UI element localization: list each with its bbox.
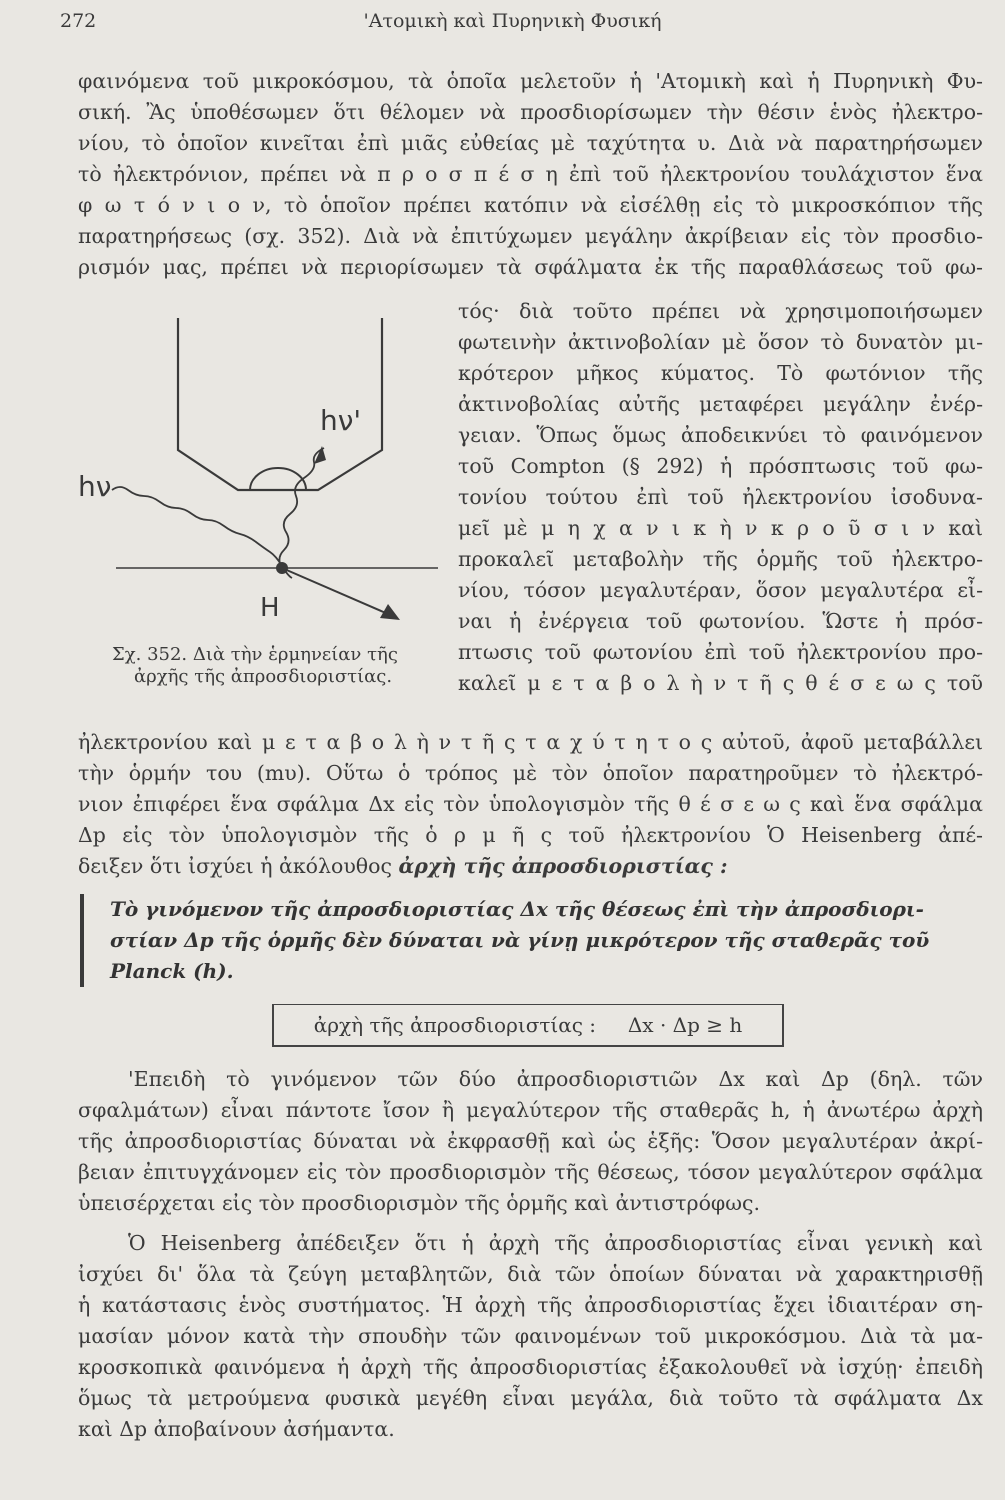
text-line: ἀκτινοβολίας αὐτῆς μεταφέρει μεγάλην ἐνέρ- (458, 392, 983, 416)
text-line: ὑπεισέρχεται εἰς τὸν προσδιορισμὸν τῆς ὁρμῆς καὶ ἀντιστρόφως. (78, 1191, 760, 1215)
paragraph-3 (78, 1228, 983, 1445)
text-line: σφαλμάτων) εἶναι πάντοτε ἴσον ἢ μεγαλύτερον τῆς σταθερᾶς h, ἡ ἀνωτέρω ἀρχὴ (78, 1098, 983, 1122)
text-line: κρότερον μῆκος κύματος. Τὸ φωτόνιον τῆς (458, 361, 983, 385)
statement-line: στίαν Δp τῆς ὁρμῆς δὲν δύναται νὰ γίνῃ μικρότερον τῆς σταθερᾶς τοῦ (110, 928, 930, 952)
caption-line: ἀρχῆς τῆς ἀπροσδιοριστίας. (134, 666, 393, 687)
text-line: τοῦ Compton (§ 292) ἡ πρόσπτωσις τοῦ φω- (458, 454, 983, 478)
text-line: μεῖ μὲ μ η χ α ν ι κ ὴ ν κ ρ ο ῦ σ ι ν καὶ (458, 516, 983, 540)
label-incident-photon: hν (78, 470, 112, 503)
running-title: 'Ατομικὴ καὶ Πυρηνικὴ Φυσική (363, 10, 662, 32)
text-fragment: δειξεν ὅτι ἰσχύει ἡ ἀκόλουθος (78, 854, 392, 878)
text-line: πτωσις τοῦ φωτονίου ἐπὶ τοῦ ἠλεκτρονίου προ- (458, 640, 983, 664)
text-line: φωτεινὴν ἀκτινοβολίαν μὲ ὅσον τὸ δυνατὸν μι- (458, 330, 983, 354)
caption-line: Σχ. 352. Διὰ τὴν ἑρμηνείαν τῆς (112, 644, 398, 665)
formula-expression: Δx · Δp ≥ h (627, 1013, 743, 1037)
right-column-text (458, 296, 983, 699)
scattered-photon-wave (279, 448, 324, 568)
text-line: φ ω τ ό ν ι ο ν, τὸ ὁποῖον πρέπει κατόπιν νὰ εἰσέλθῃ εἰς τὸ μικροσκόπιον τῆς (78, 193, 983, 217)
text-line: παρατηρήσεως (σχ. 352). Διὰ νὰ ἐπιτύχωμεν μεγάλην ἀκρίβειαν εἰς τὸν προσδιο- (78, 224, 983, 248)
text-line: καλεῖ μ ε τ α β ο λ ὴ ν τ ῆ ς θ έ σ ε ω ς τοῦ (458, 671, 983, 695)
text-line: κροσκοπικὰ φαινόμενα ἡ ἀρχὴ τῆς ἀπροσδιοριστίας ἐξακολουθεῖ νὰ ἰσχύῃ· ἐπειδὴ (78, 1355, 983, 1379)
text-line: γειαν. Ὅπως ὅμως ἀποδεικνύει τὸ φαινόμενον (458, 423, 983, 447)
text-line: νίου, τόσον μεγαλυτέραν, ὅσον μεγαλυτέρα εἶ- (458, 578, 983, 602)
text-line: 'Επειδὴ τὸ γινόμενον τῶν δύο ἀπροσδιοριστιῶν Δx καὶ Δp (δηλ. τῶν (128, 1067, 983, 1091)
text-line: τῆς ἀπροσδιοριστίας δύναται νὰ ἐκφρασθῇ καὶ ὡς ἑξῆς: Ὅσον μεγαλυτέραν ἀκρί- (78, 1129, 983, 1153)
text-line: τονίου τούτου ἐπὶ τοῦ ἠλεκτρονίου ἰσοδυνα- (458, 485, 983, 509)
text-line: ἡ κατάστασις ἑνὸς συστήματος. Ἡ ἀρχὴ τῆς ἀπροσδιοριστίας ἔχει ἰδιαιτέραν ση- (78, 1293, 983, 1317)
text-line: καὶ Δp ἀποβαίνουν ἀσήμαντα. (78, 1417, 395, 1441)
incident-photon-wave (112, 487, 292, 578)
lens-arc (250, 468, 306, 490)
text-line: βειαν ἐπιτυγχάνομεν εἰς τὸν προσδιορισμὸν τῆς θέσεως, τόσον μεγαλύτερον σφάλμα (78, 1160, 983, 1184)
text-line: ἰσχύει δι' ὅλα τὰ ζεύγη μεταβλητῶν, διὰ τῶν ὁποίων δύναται νὰ χαρακτηρισθῇ (78, 1262, 983, 1286)
label-electron: H (260, 593, 280, 623)
text-line: νίου, τὸ ὁποῖον κινεῖται ἐπὶ μιᾶς εὐθείας μὲ ταχύτητα υ. Διὰ νὰ παρατηρήσωμεν (78, 131, 983, 155)
text-line: μασίαν μόνον κατὰ τὴν σπουδὴν τῶν φαινομένων τοῦ μικροκόσμου. Διὰ τὰ μα- (78, 1324, 983, 1348)
text-line: ἠλεκτρονίου καὶ μ ε τ α β ο λ ὴ ν τ ῆ ς τ α χ ύ τ η τ ο ς αὐτοῦ, ἀφοῦ μεταβάλλει (78, 730, 983, 754)
text-line: φαινόμενα τοῦ μικροκόσμου, τὰ ὁποῖα μελετοῦν ἡ 'Ατομικὴ καὶ ἡ Πυρηνικὴ Φυ- (78, 69, 983, 93)
text-line (78, 851, 983, 882)
text-line: Δp εἰς τὸν ὑπολογισμὸν τῆς ὁ ρ μ ῆ ς τοῦ ἠλεκτρονίου Ὁ Heisenberg ἀπέ- (78, 823, 983, 847)
text-line: ναι ἡ ἐνέργεια τοῦ φωτονίου. Ὥστε ἡ πρόσ- (458, 609, 983, 633)
continuation-paragraph (78, 727, 983, 882)
principle-name: ἀρχὴ τῆς ἀπροσδιοριστίας : (398, 854, 728, 878)
page-header (60, 8, 965, 38)
text-line: ὅμως τὰ μετρούμενα φυσικὰ μεγέθη εἶναι μεγάλα, διὰ τοῦτο τὰ σφάλματα Δx (78, 1386, 983, 1410)
statement-line: Planck (h). (110, 959, 234, 983)
text-line: τός· διὰ τοῦτο πρέπει νὰ χρησιμοποιήσωμεν (458, 299, 983, 323)
text-line: προκαλεῖ μεταβολὴν τῆς ὁρμῆς τοῦ ἠλεκτρο- (458, 547, 983, 571)
page-number: 272 (60, 10, 97, 32)
text-line: σική. Ἂς ὑποθέσωμεν ὅτι θέλομεν νὰ προσδιορίσωμεν τὴν θέσιν ἑνὸς ἠλεκτρο- (78, 100, 983, 124)
formula-label: ἀρχὴ τῆς ἀπροσδιοριστίας : (313, 1013, 597, 1037)
text-line: τὸ ἠλεκτρόνιον, πρέπει νὰ π ρ ο σ π έ σ η ἐπὶ τοῦ ἠλεκτρονίου τουλάχιστον ἕνα (78, 162, 983, 186)
recoil-arrow-shaft (282, 568, 388, 614)
text-line: νιον ἐπιφέρει ἕνα σφάλμα Δx εἰς τὸν ὑπολογισμὸν τῆς θ έ σ ε ω ς καὶ ἕνα σφάλμα (78, 792, 983, 816)
figure-caption (112, 644, 442, 688)
statement-line: Τὸ γινόμενον τῆς ἀπροσδιοριστίας Δx τῆς θέσεως ἐπὶ τὴν ἀπροσδιορι- (110, 897, 924, 921)
intro-paragraph (78, 66, 983, 283)
paragraph-2 (78, 1064, 983, 1219)
formula-box (272, 1004, 784, 1047)
principle-statement (80, 894, 1005, 987)
figure-352-diagram (70, 300, 450, 640)
label-scattered-photon: hν' (320, 404, 362, 437)
text-line: Ὁ Heisenberg ἀπέδειξεν ὅτι ἡ ἀρχὴ τῆς ἀπροσδιοριστίας εἶναι γενικὴ καὶ (128, 1231, 983, 1255)
text-line: τὴν ὁρμήν του (mυ). Οὕτω ὁ τρόπος μὲ τὸν ὁποῖον παρατηροῦμεν τὸ ἠλεκτρό- (78, 761, 983, 785)
text-line: ρισμόν μας, πρέπει νὰ περιορίσωμεν τὰ σφάλματα ἐκ τῆς παραθλάσεως τοῦ φω- (78, 255, 983, 279)
